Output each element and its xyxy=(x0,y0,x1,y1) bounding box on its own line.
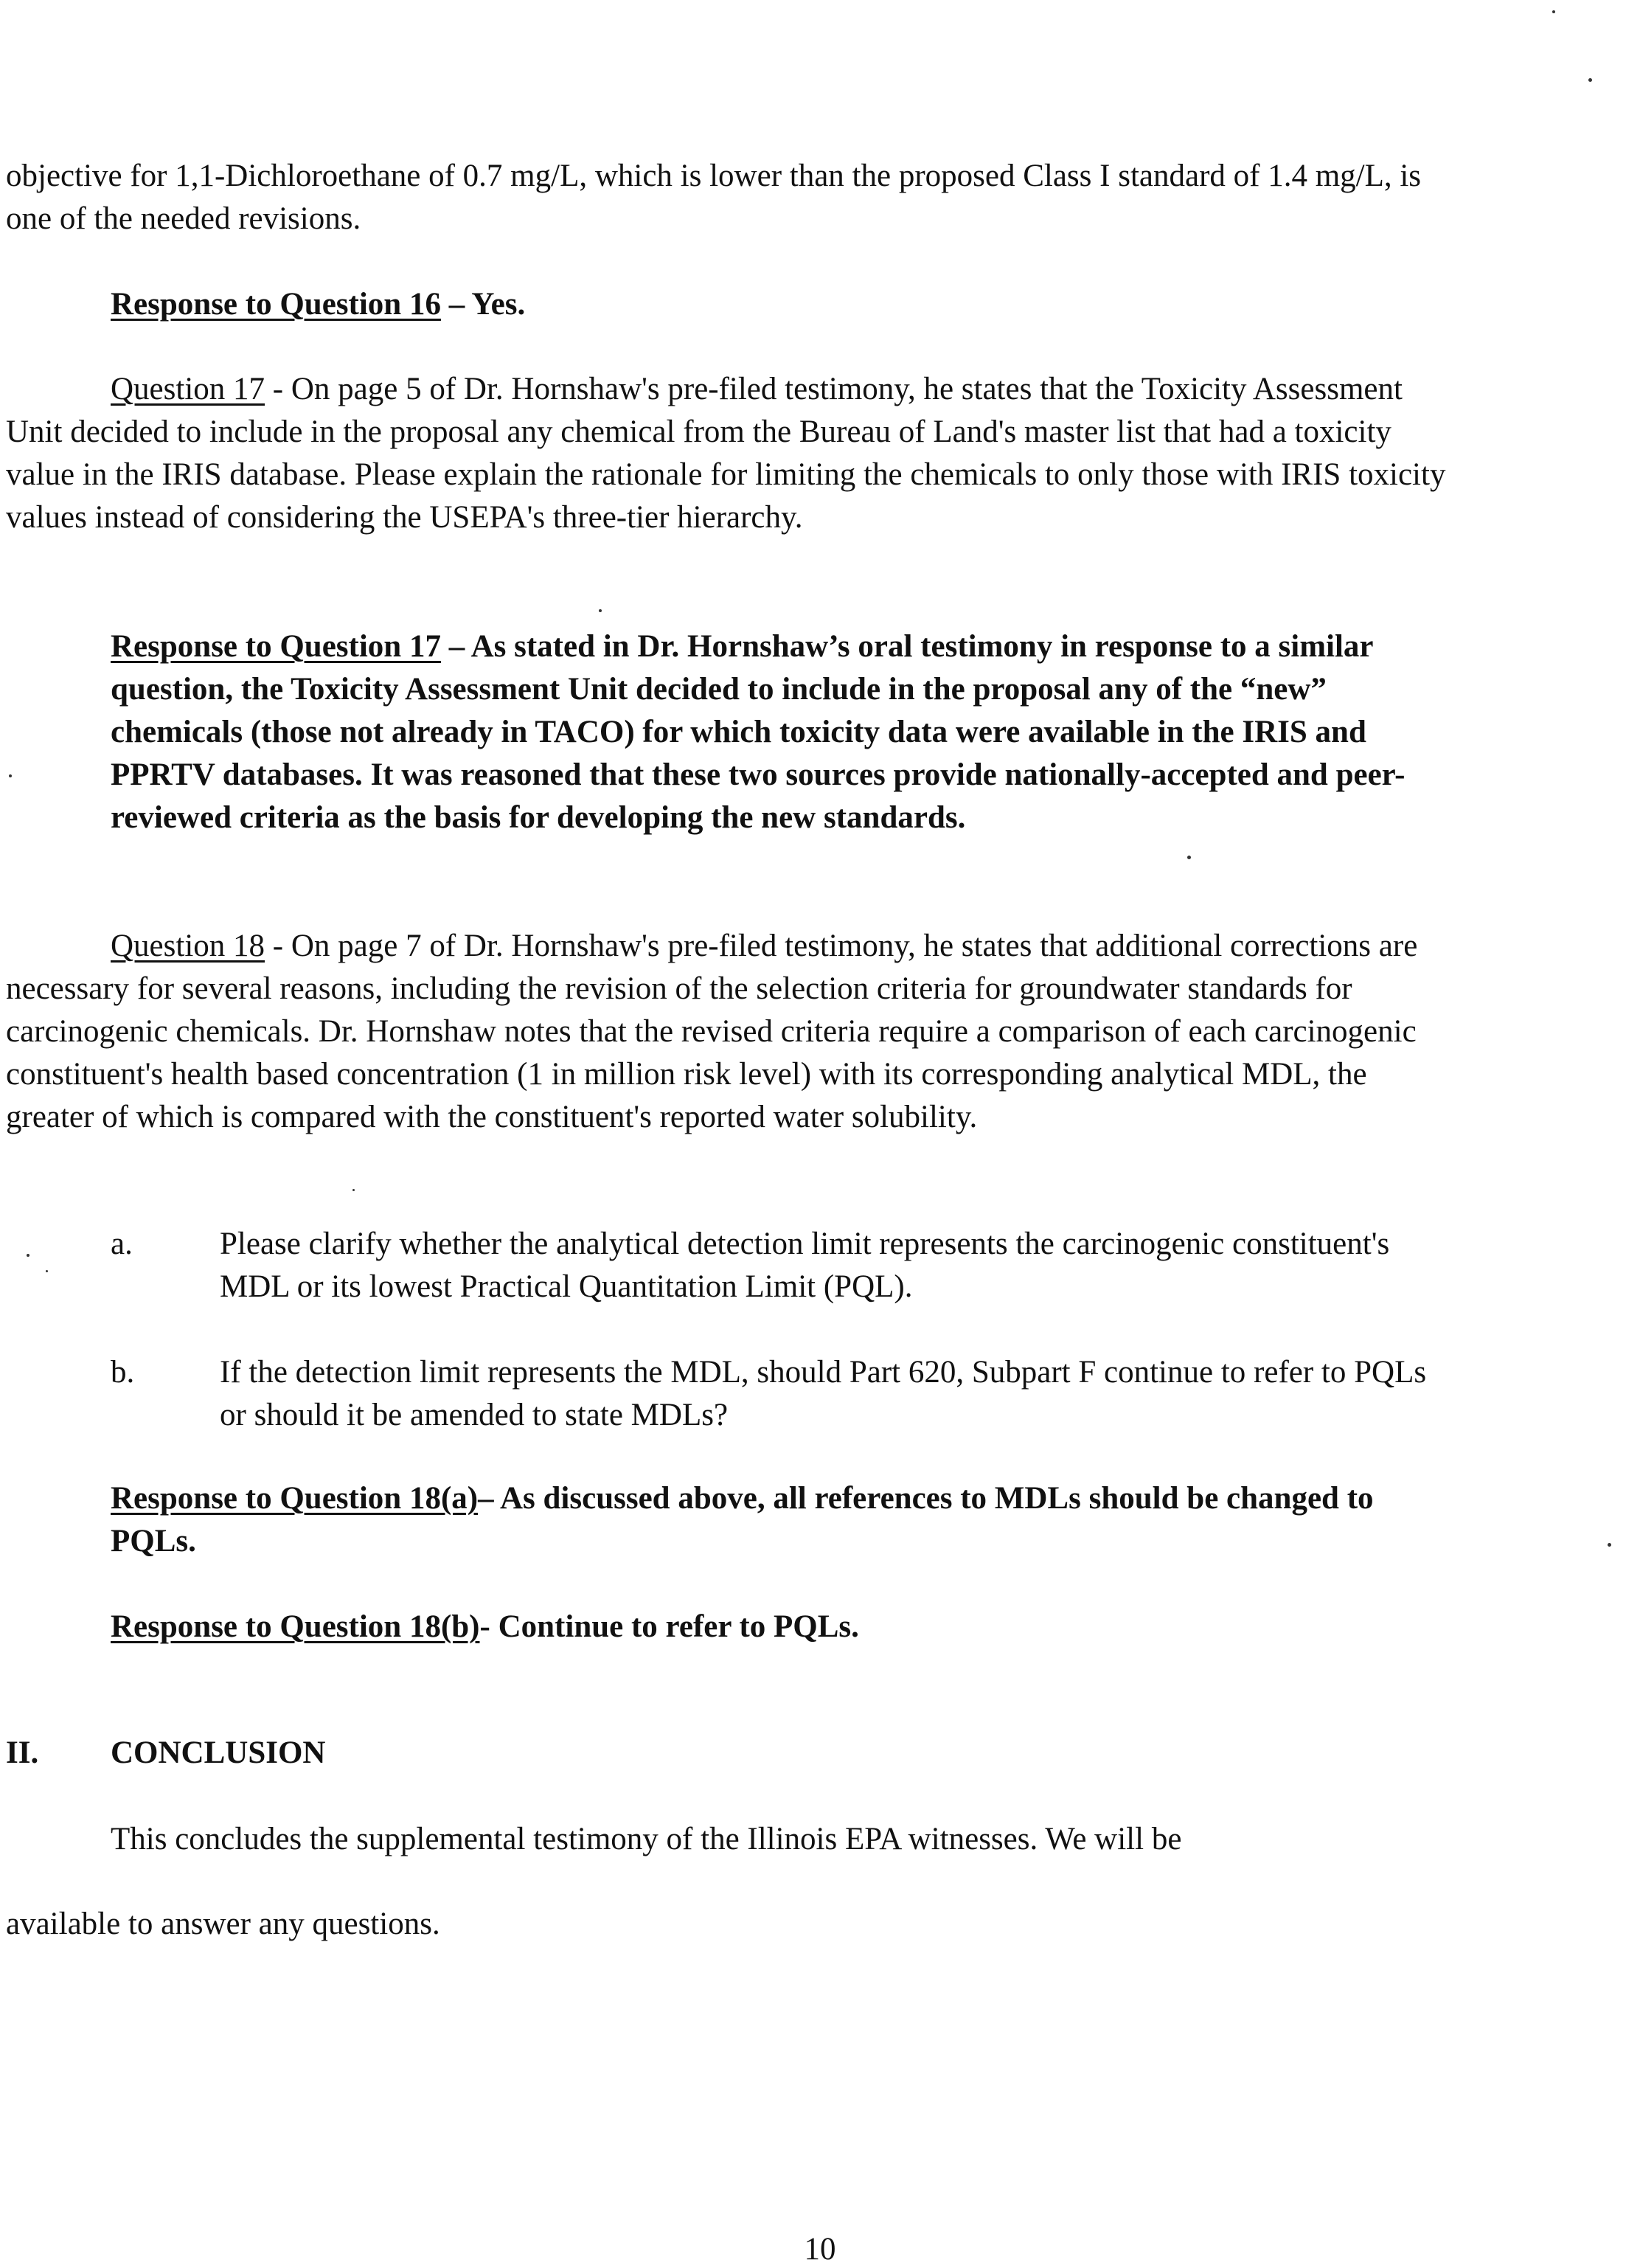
response-16-label: Response to Question 16 xyxy=(111,287,441,322)
section-number: II. xyxy=(6,1735,39,1770)
list-marker: a. xyxy=(111,1227,133,1261)
list-marker: b. xyxy=(111,1355,135,1390)
scan-speck xyxy=(46,1270,48,1272)
response-18a-text: – As discussed above, all references to MDLs should be changed to PQLs. xyxy=(111,1481,1374,1558)
scan-speck xyxy=(9,774,12,777)
scan-speck xyxy=(1608,1543,1611,1547)
response-16 xyxy=(111,283,1453,326)
question-18-text: - On page 7 of Dr. Hornshaw's pre-filed testimony, he states that additional corrections are necessary for several reasons, including the revision of the selection criteria for groundwater standards for carcinogenic chemicals. Dr. Hornshaw notes that the revised criteria require a comparison of each carcinogenic constituent's health based concentration (1 in million risk level) with its corresponding analytical MDL, the greater of which is compared with the constituent's reported water solubility. xyxy=(6,929,1418,1134)
response-16-text: – Yes. xyxy=(440,287,526,322)
response-17 xyxy=(111,625,1453,839)
response-18b-text: - Continue to refer to PQLs. xyxy=(479,1609,859,1644)
continuation-text: objective for 1,1-Dichloroethane of 0.7 mg/L, which is lower than the proposed Class I standard of 1.4 mg/L, is one of the needed revisions. xyxy=(6,159,1422,236)
response-18b xyxy=(111,1606,1453,1648)
section-heading xyxy=(6,1732,375,1775)
response-17-label: Response to Question 17 xyxy=(111,629,441,664)
conclusion-text-2: available to answer any questions. xyxy=(6,1907,440,1941)
conclusion-line-1 xyxy=(111,1818,1453,1861)
question-18-label: Question 18 xyxy=(111,929,265,963)
response-17-text: – As stated in Dr. Hornshaw’s oral testimony in response to a similar question, the Toxicity Assessment Unit decided to include in the proposal any of the “new” chemicals (those not already in TACO) for which toxicity data were available in the IRIS and PPRTV databases. It was reasoned that these two sources provide nationally-accepted and peer-reviewed criteria as the basis for developing the new standards. xyxy=(111,629,1406,835)
scan-speck xyxy=(1552,10,1555,13)
page-number: 10 xyxy=(804,2232,836,2267)
section-title: CONCLUSION xyxy=(111,1735,326,1770)
response-18b-label: Response to Question 18(b) xyxy=(111,1609,480,1644)
response-18a-label: Response to Question 18(a) xyxy=(111,1481,479,1516)
scan-speck xyxy=(1588,78,1592,82)
scan-speck xyxy=(599,609,602,612)
question-17 xyxy=(6,368,1451,539)
question-18-item-a xyxy=(0,1223,1640,1311)
scan-speck xyxy=(1187,856,1191,859)
continuation-paragraph xyxy=(6,155,1451,240)
response-18a xyxy=(111,1477,1453,1563)
conclusion-line-2 xyxy=(6,1903,1451,1946)
list-item-text: Please clarify whether the analytical detection limit represents the carcinogenic constituent's MDL or its lowest Practical Quantitation Limit (PQL). xyxy=(220,1227,1390,1304)
scan-speck xyxy=(27,1254,29,1257)
list-item-text: If the detection limit represents the MDL, should Part 620, Subpart F continue to refer to PQLs or should it be amended to state MDLs? xyxy=(220,1355,1427,1432)
scan-speck xyxy=(352,1189,355,1191)
question-17-text: - On page 5 of Dr. Hornshaw's pre-filed testimony, he states that the Toxicity Assessment Unit decided to include in the proposal any chemical from the Bureau of Land's master list that had a toxicity value in the IRIS database. Please explain the rationale for limiting the chemicals to only those with IRIS toxicity values instead of considering the USEPA's three-tier hierarchy. xyxy=(6,372,1446,535)
question-18 xyxy=(6,925,1451,1139)
question-18-item-b xyxy=(0,1351,1640,1440)
question-17-label: Question 17 xyxy=(111,372,265,406)
conclusion-text-1: This concludes the supplemental testimony of the Illinois EPA witnesses. We will be xyxy=(111,1822,1182,1856)
